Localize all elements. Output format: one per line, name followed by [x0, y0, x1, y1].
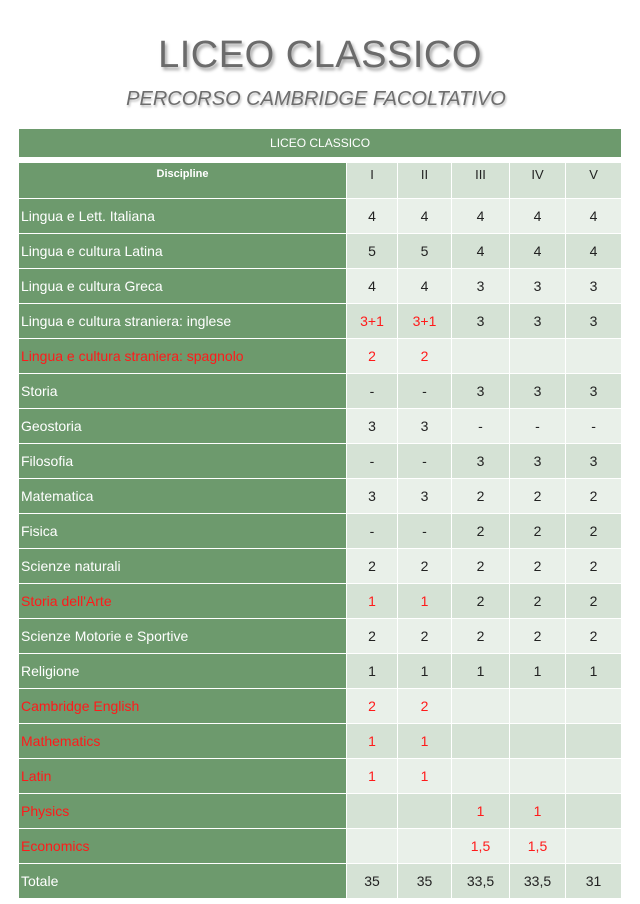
year-header-5: V [566, 163, 622, 199]
hours-cell: 4 [347, 199, 398, 234]
hours-cell: 1,5 [510, 829, 566, 864]
hours-cell: - [347, 444, 398, 479]
hours-cell: 2 [347, 339, 398, 374]
hours-cell [398, 794, 452, 829]
hours-cell [452, 339, 510, 374]
hours-cell: 4 [398, 199, 452, 234]
hours-cell: 2 [452, 584, 510, 619]
hours-cell: 2 [566, 479, 622, 514]
hours-cell: 3 [398, 479, 452, 514]
hours-cell: - [398, 444, 452, 479]
subject-label: Lingua e cultura straniera: spagnolo [19, 339, 347, 374]
hours-cell: 1 [398, 584, 452, 619]
table-row [19, 759, 622, 794]
table-row [19, 269, 622, 304]
hours-cell: 1 [566, 654, 622, 689]
hours-cell: 5 [347, 234, 398, 269]
hours-cell [566, 689, 622, 724]
hours-cell [566, 759, 622, 794]
subject-label: Lingua e cultura straniera: inglese [19, 304, 347, 339]
hours-cell: 3 [510, 444, 566, 479]
subject-label: Scienze Motorie e Sportive [19, 619, 347, 654]
hours-cell [510, 724, 566, 759]
subject-label: Lingua e Lett. Italiana [19, 199, 347, 234]
hours-cell: - [510, 409, 566, 444]
hours-cell: 1 [347, 759, 398, 794]
hours-cell: 1 [347, 584, 398, 619]
hours-cell: - [398, 514, 452, 549]
hours-cell: 2 [398, 689, 452, 724]
hours-cell: 2 [398, 549, 452, 584]
subject-label: Lingua e cultura Greca [19, 269, 347, 304]
hours-cell: 35 [398, 864, 452, 899]
hours-cell [510, 759, 566, 794]
page-title: LICEO CLASSICO [158, 34, 482, 76]
hours-cell: 33,5 [452, 864, 510, 899]
hours-cell: 2 [452, 549, 510, 584]
hours-cell: 3+1 [398, 304, 452, 339]
hours-cell: 4 [452, 234, 510, 269]
table-row [19, 794, 622, 829]
hours-cell: 3 [510, 269, 566, 304]
subject-label: Religione [19, 654, 347, 689]
hours-cell: 31 [566, 864, 622, 899]
hours-cell: 35 [347, 864, 398, 899]
hours-cell: - [566, 409, 622, 444]
hours-cell: 3 [510, 374, 566, 409]
table-row [19, 829, 622, 864]
table-row [19, 584, 622, 619]
subject-label: Physics [19, 794, 347, 829]
hours-cell: 4 [347, 269, 398, 304]
hours-cell: 3 [398, 409, 452, 444]
hours-cell: 2 [566, 584, 622, 619]
hours-cell: 4 [566, 199, 622, 234]
hours-cell: 1 [347, 724, 398, 759]
hours-cell: 4 [510, 234, 566, 269]
table-row [19, 724, 622, 759]
hours-cell [566, 724, 622, 759]
hours-cell: 2 [510, 479, 566, 514]
hours-cell [398, 829, 452, 864]
table-row [19, 374, 622, 409]
subject-label: Mathematics [19, 724, 347, 759]
hours-cell: 2 [347, 689, 398, 724]
hours-cell [566, 794, 622, 829]
subject-label: Geostoria [19, 409, 347, 444]
table-row [19, 304, 622, 339]
hours-cell: 2 [510, 619, 566, 654]
table-row [19, 444, 622, 479]
hours-cell: 2 [510, 584, 566, 619]
hours-cell: 2 [398, 339, 452, 374]
table-row [19, 689, 622, 724]
subject-label: Storia dell'Arte [19, 584, 347, 619]
subject-label: Matematica [19, 479, 347, 514]
hours-cell: 1 [510, 794, 566, 829]
hours-cell: 4 [398, 269, 452, 304]
table-row [19, 339, 622, 374]
hours-cell: 3 [347, 409, 398, 444]
hours-cell: 2 [452, 479, 510, 514]
table-row [19, 514, 622, 549]
hours-cell: - [347, 514, 398, 549]
hours-cell: 3 [452, 444, 510, 479]
hours-cell: 1 [398, 759, 452, 794]
table-row [19, 479, 622, 514]
hours-cell: 2 [566, 514, 622, 549]
hours-cell: 2 [347, 619, 398, 654]
hours-cell: 3 [452, 374, 510, 409]
hours-cell: 2 [566, 549, 622, 584]
hours-cell: 1 [510, 654, 566, 689]
hours-cell: 2 [452, 619, 510, 654]
hours-cell: 1 [398, 654, 452, 689]
page-subtitle: PERCORSO CAMBRIDGE FACOLTATIVO [126, 88, 506, 110]
hours-cell [347, 794, 398, 829]
subject-label: Latin [19, 759, 347, 794]
hours-cell: 2 [398, 619, 452, 654]
hours-cell [566, 339, 622, 374]
hours-cell: 2 [510, 549, 566, 584]
hours-cell: - [347, 374, 398, 409]
subject-label: Storia [19, 374, 347, 409]
hours-cell: 3 [347, 479, 398, 514]
hours-cell: 33,5 [510, 864, 566, 899]
hours-cell: 1 [398, 724, 452, 759]
hours-cell: 2 [510, 514, 566, 549]
hours-cell: 5 [398, 234, 452, 269]
table-row [19, 864, 622, 899]
table-row [19, 619, 622, 654]
subject-label: Economics [19, 829, 347, 864]
hours-cell: 1 [452, 654, 510, 689]
hours-cell: 2 [566, 619, 622, 654]
table-row [19, 409, 622, 444]
hours-cell: 4 [452, 199, 510, 234]
table-banner: LICEO CLASSICO [19, 129, 622, 158]
hours-cell: 2 [452, 514, 510, 549]
hours-cell [510, 689, 566, 724]
year-header-4: IV [510, 163, 566, 199]
table-body [19, 199, 622, 899]
hours-cell: 3 [566, 374, 622, 409]
hours-cell: - [398, 374, 452, 409]
hours-cell: 2 [347, 549, 398, 584]
hours-cell [566, 829, 622, 864]
table-row [19, 234, 622, 269]
hours-cell [452, 724, 510, 759]
hours-cell: - [452, 409, 510, 444]
table-row [19, 549, 622, 584]
hours-cell: 1,5 [452, 829, 510, 864]
hours-cell [452, 759, 510, 794]
hours-cell: 1 [347, 654, 398, 689]
subject-label: Lingua e cultura Latina [19, 234, 347, 269]
disciplines-header: Discipline [19, 163, 347, 199]
table-row [19, 654, 622, 689]
hours-cell: 3 [566, 444, 622, 479]
hours-cell: 3 [566, 269, 622, 304]
year-header-1: I [347, 163, 398, 199]
hours-cell [452, 689, 510, 724]
hours-cell: 3 [510, 304, 566, 339]
year-header-2: II [398, 163, 452, 199]
timetable [18, 128, 622, 899]
subject-label: Scienze naturali [19, 549, 347, 584]
hours-cell: 3 [452, 269, 510, 304]
subject-label: Totale [19, 864, 347, 899]
hours-cell [510, 339, 566, 374]
hours-cell: 3 [566, 304, 622, 339]
subject-label: Filosofia [19, 444, 347, 479]
header-row [19, 163, 622, 199]
table-row [19, 199, 622, 234]
subject-label: Cambridge English [19, 689, 347, 724]
hours-cell: 4 [566, 234, 622, 269]
hours-cell: 4 [510, 199, 566, 234]
hours-cell: 3+1 [347, 304, 398, 339]
hours-cell: 3 [452, 304, 510, 339]
year-header-3: III [452, 163, 510, 199]
hours-cell [347, 829, 398, 864]
hours-cell: 1 [452, 794, 510, 829]
subject-label: Fisica [19, 514, 347, 549]
